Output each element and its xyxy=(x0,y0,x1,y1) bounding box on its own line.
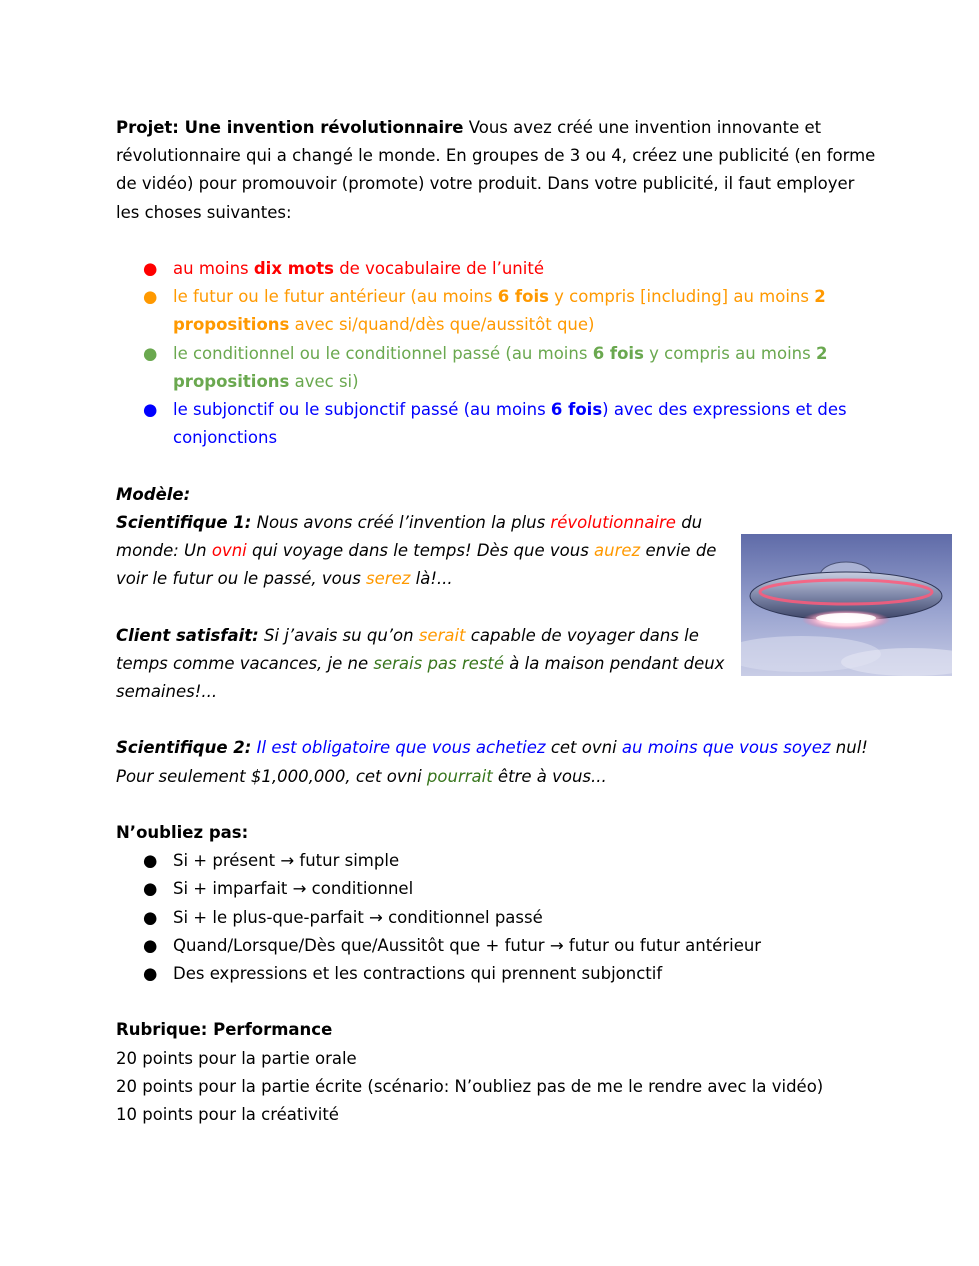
project-title: Projet: Une invention révolutionnaire xyxy=(116,118,464,137)
reminder-item: ● Des expressions et les contractions qui prennent subjonctif xyxy=(116,960,876,988)
reminder-item: ● Quand/Lorsque/Dès que/Aussitôt que + futur → futur ou futur antérieur xyxy=(116,932,876,960)
bullet-icon: ● xyxy=(143,964,158,984)
ufo-image xyxy=(741,534,952,676)
reminder-item: ● Si + présent → futur simple xyxy=(116,847,876,875)
rubric-line: 20 points pour la partie écrite (scénario: N’oubliez pas de me le rendre avec la vidéo) xyxy=(116,1076,824,1096)
requirement-item: ● le subjonctif ou le subjonctif passé (au moins 6 fois) avec des expressions et des conjonctions xyxy=(116,396,876,452)
intro-text: Vous avez créé une invention innovante et révolutionnaire qui a changé le monde. En groupes de 3 ou 4, créez une publicité (en forme de vidéo) pour promouvoir (promote) votre produit. Dans votre publicité, il faut employer les choses suivantes: xyxy=(116,118,876,222)
bullet-icon: ● xyxy=(143,287,158,307)
intro-paragraph xyxy=(116,114,876,227)
client-line: Client satisfait: Si j’avais su qu’on serait capable de voyager dans le temps comme vacances, je ne serais pas resté à la maison pendant deux semaines!... xyxy=(116,625,725,702)
rubric-line: 10 points pour la créativité xyxy=(116,1105,339,1125)
bullet-icon: ● xyxy=(143,879,158,899)
scientist-1-line: Scientifique 1: Nous avons créé l’invention la plus révolutionnaire du monde: Un ovni qui voyage dans le temps! Dès que vous aurez envie de voir le futur ou le passé, vous serez là!... xyxy=(116,512,717,589)
reminder-item: ● Si + imparfait → conditionnel xyxy=(116,875,876,903)
scientist-2-line: Scientifique 2: Il est obligatoire que vous achetiez cet ovni au moins que vous soyez nul! Pour seulement $1,000,000, cet ovni pourrait être à vous... xyxy=(116,738,868,786)
requirement-item: ● le futur ou le futur antérieur (au moins 6 fois y compris [including] au moins 2 propositions avec si/quand/dès que/aussitôt que) xyxy=(116,283,876,339)
reminders-list xyxy=(116,847,876,988)
requirements-list xyxy=(116,255,876,452)
bullet-icon: ● xyxy=(143,259,158,278)
model-heading: Modèle: xyxy=(116,484,191,504)
bullet-icon: ● xyxy=(143,343,158,363)
bullet-icon: ● xyxy=(143,907,158,927)
requirement-item: ● le conditionnel ou le conditionnel passé (au moins 6 fois y compris au moins 2 propositions avec si) xyxy=(116,340,876,396)
reminder-item: ● Si + le plus-que-parfait → conditionnel passé xyxy=(116,904,876,932)
rubric-heading: Rubrique: Performance xyxy=(116,1020,333,1040)
requirement-item: ● au moins dix mots de vocabulaire de l’unité xyxy=(116,255,876,283)
bullet-icon: ● xyxy=(143,851,158,871)
model-section xyxy=(116,481,731,707)
bullet-icon: ● xyxy=(143,400,158,420)
reminders-heading: N’oubliez pas: xyxy=(116,823,249,842)
rubric-line: 20 points pour la partie orale xyxy=(116,1048,357,1068)
bullet-icon: ● xyxy=(143,935,158,955)
